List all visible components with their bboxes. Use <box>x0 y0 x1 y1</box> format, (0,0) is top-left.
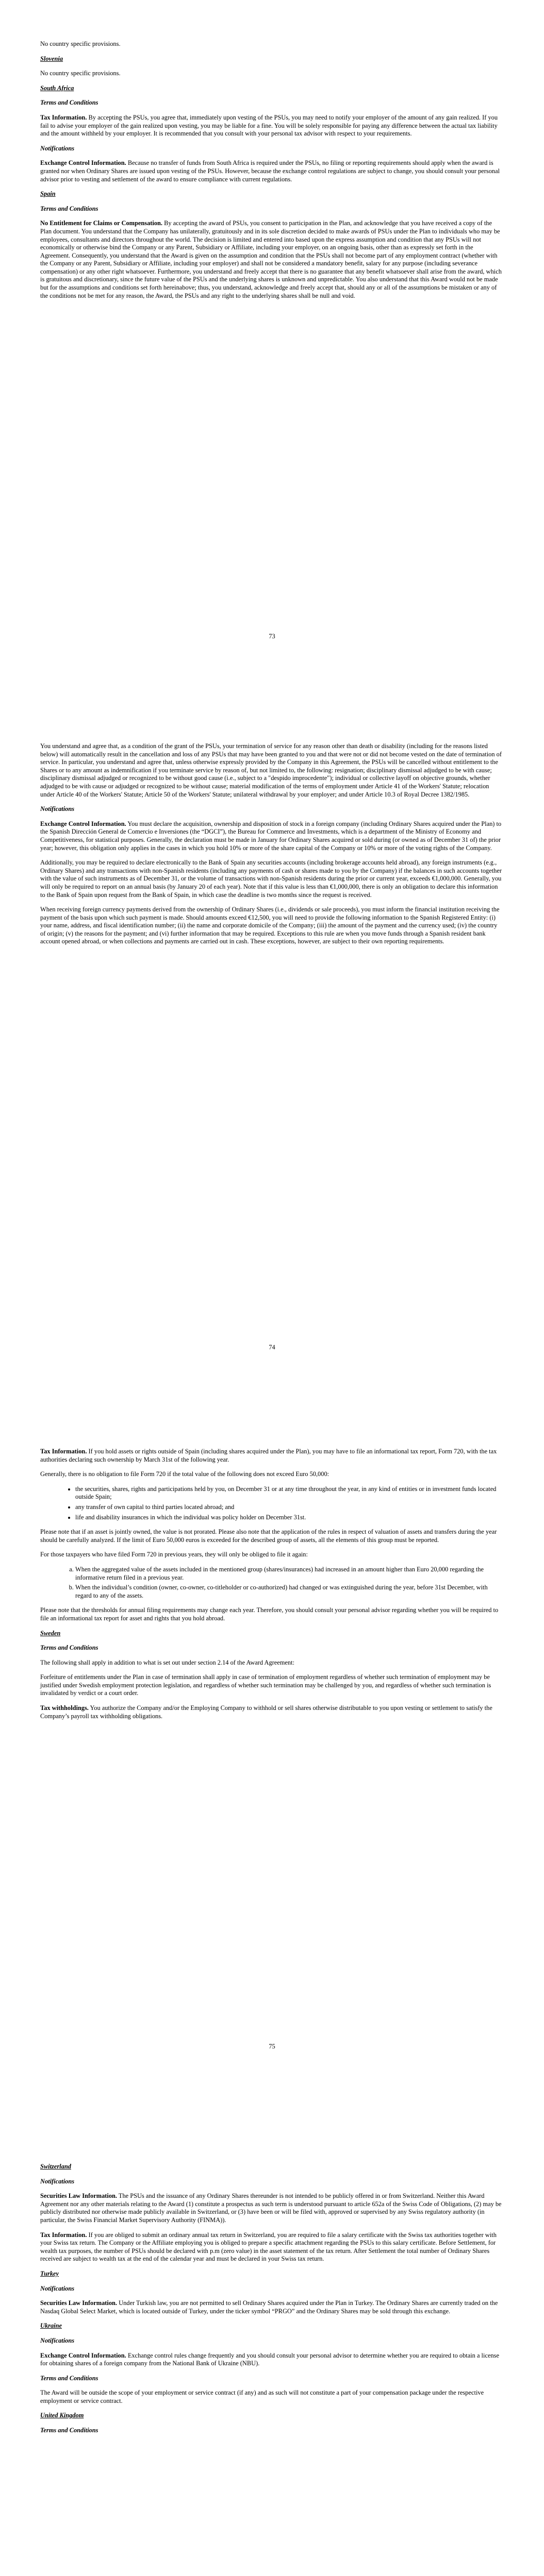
paragraph: No country specific provisions. <box>40 70 121 77</box>
paragraph: Please note that if an asset is jointly owned, the value is not prorated. Please also note that the application of the rules in respect of valuation of assets and transfers during the year should be carefully analyzed. If the limit of Euro 50,000 euros is exceeded for the described group of assets, all the elements of this group must be reported. <box>40 1528 497 1544</box>
list-item: a. When the aggregated value of the assets included in the mentioned group (shares/insurances) had increased in an amount higher than Euro 20,000 regarding the informative return filed in a previous year. <box>75 1566 502 1582</box>
section-subheading: Notifications <box>40 2336 75 2344</box>
paragraph <box>40 1704 502 1720</box>
paragraph: Additionally, you may be required to declare electronically to the Bank of Spain any securities accounts (including brokerage accounts held abroad), any foreign instruments (e.g., Ordinary Shares) and any transactions with non-Spanish residents (including any payments of cash or shares made to you by the Company) if the balances in such accounts together with the value of such instruments as of December 31, or the volume of transactions with non-Spanish residents during the prior or current year, exceeds €1,000,000. Generally, you will only be required to report on an annual basis (by January 20 of each year). Note that if this value is less than €1,000,000, there is only an obligation to declare this information to the Bank of Spain upon request from the Bank of Spain, in which case the deadline is two months since the request is received. <box>40 859 502 899</box>
section-subheading: Terms and Conditions <box>40 205 98 212</box>
paragraph-lead: Securities Law Information. <box>40 2299 118 2307</box>
page-74 <box>0 703 544 1406</box>
page-number: 73 <box>269 633 275 640</box>
page-number: 75 <box>269 2043 275 2050</box>
paragraph: For those taxpayers who have filed Form 720 in previous years, they will only be obliged to file it again: <box>40 1551 308 1558</box>
page-content <box>40 742 502 953</box>
paragraph-text: The PSUs and the issuance of any Ordinary Shares thereunder is not intended to be publicly offered in or from Switzerland. Neither this Award Agreement nor any other materials relating to the Award (1) constitute a prospectus as such term is understood pursuant to article 652a of the Swiss Code of Obligations, (2) may be publicly distributed nor otherwise made publicly available in Switzerland, or (3) have been or will be filed with, approved or supervised by any Swiss regulatory authority (in particular, the Swiss Financial Market Supervisory Authority (FINMA)). <box>40 2192 502 2224</box>
paragraph <box>40 2299 502 2315</box>
country-heading: Switzerland <box>40 2163 71 2170</box>
paragraph <box>40 114 502 138</box>
section-subheading: Notifications <box>40 2284 75 2292</box>
paragraph <box>40 820 502 852</box>
section-subheading: Notifications <box>40 144 75 152</box>
country-heading: Ukraine <box>40 2322 62 2330</box>
paragraph-lead: No Entitlement for Claims or Compensation. <box>40 219 163 227</box>
section-subheading: Terms and Conditions <box>40 2374 98 2382</box>
paragraph-lead: Exchange Control Information. <box>40 159 126 167</box>
page-content <box>40 2156 502 2442</box>
section-subheading: Terms and Conditions <box>40 1644 98 1652</box>
paragraph-text: Exchange control rules change frequently and you should consult your personal advisor to determine whether you are required to obtain a license for obtaining shares of a foreign company from the National Bank of Ukraine (NBU). <box>40 2351 499 2367</box>
paragraph-lead: Tax Information. <box>40 1448 87 1455</box>
page-content <box>40 40 502 307</box>
paragraph-text: Under Turkish law, you are not permitted to sell Ordinary Shares acquired under the Plan in Turkey. The Ordinary Shares are currently traded on the Nasdaq Global Select Market, which is located outside of Turkey, under the ticker symbol “PRGO” and the Ordinary Shares may be sold through this exchange. <box>40 2299 498 2315</box>
page-73 <box>0 0 544 703</box>
paragraph-lead: Securities Law Information. <box>40 2192 118 2200</box>
paragraph: Forfeiture of entitlements under the Plan in case of termination shall apply in case of termination of employment regardless of whether such termination of employment may be justified under Swedish employment protection legislation, and regardless of whether such termination may be challenged by you, and regardless of whether such termination is invalidated by verdict or a court order. <box>40 1673 491 1697</box>
paragraph <box>40 2352 502 2368</box>
country-heading: Sweden <box>40 1629 61 1637</box>
page-number: 74 <box>269 1344 275 1351</box>
paragraph-lead: Tax withholdings. <box>40 1704 89 1712</box>
paragraph-text: Because no transfer of funds from South Africa is required under the PSUs, no filing or reporting requirements should apply when the award is granted nor when Ordinary Shares are issued upon vesting of the PSUs. However, because the exchange control regulations are subject to change, you should consult your personal advisor prior to vesting and settlement of the award to ensure compliance with current regulations. <box>40 159 500 183</box>
page-75 <box>0 1406 544 2110</box>
paragraph: No country specific provisions. <box>40 40 121 47</box>
paragraph: The following shall apply in addition to what is set out under section 2.14 of the Award Agreement: <box>40 1658 295 1666</box>
section-subheading: Notifications <box>40 2177 75 2185</box>
paragraph-text: You authorize the Company and/or the Employing Company to withhold or sell shares otherwise distributable to you upon vesting or settlement to satisfy the Company’s payroll tax withholding obligations. <box>40 1704 492 1720</box>
paragraph-text: If you hold assets or rights outside of Spain (including shares acquired under the Plan), you may have to file an informational tax report, Form 720, with the tax authorities declaring such ownership by March 31st of the following year. <box>40 1448 497 1463</box>
list-item: • the securities, shares, rights and participations held by you, on December 31 or at any time throughout the year, in any kind of entities or in investment funds located outside Spain; <box>75 1485 502 1501</box>
paragraph-text: By accepting the award of PSUs, you consent to participation in the Plan, and acknowledge that you have received a copy of the Plan document. You understand that the Company has unilaterally, gratuitously and in its sole discretion decided to make awards of PSUs under the Plan to individuals who may be employees, consultants and directors throughout the world. The decision is limited and entered into based upon the express assumption and condition that any PSUs will not economically or otherwise bind the Company or any Parent, Subsidiary or Affiliate, including your employer, on an ongoing basis, other than as expressly set forth in the Agreement. Consequently, you understand that the Award is given on the assumption and condition that the PSUs shall not become part of any employment contract (whether with the Company or any Parent, Subsidiary or Affiliate, including your employer) and shall not be considered a mandatory benefit, salary for any purpose (including severance compensation) or any other right whatsoever. Furthermore, you understand and freely accept that there is no guarantee that any benefit whatsoever shall arise from the award, which is gratuitous and discretionary, since the future value of the PSUs and the underlying shares is unknown and unpredictable. You also understand that this Award would not be made but for the assumptions and conditions set forth hereinabove; thus, you understand, acknowledge and freely accept that, should any or all of the assumptions be mistaken or any of the conditions not be met for any reason, the Award, the PSUs and any right to the underlying shares shall be null and void. <box>40 219 502 299</box>
country-heading: South Africa <box>40 84 74 92</box>
paragraph-lead: Exchange Control Information. <box>40 2351 126 2359</box>
country-heading: Spain <box>40 190 56 198</box>
list-item: • any transfer of own capital to third parties located abroad; and <box>75 1503 502 1512</box>
paragraph <box>40 2192 502 2224</box>
paragraph-lead: Tax Information. <box>40 113 87 121</box>
paragraph <box>40 219 502 300</box>
paragraph <box>40 159 502 183</box>
paragraph: You understand and agree that, as a condition of the grant of the PSUs, your termination of service for any reason other than death or disability (including for the reasons listed below) will automatically result in the cancellation and loss of any PSUs that may have been granted to you and that were not or did not become vested on the date of termination of service. In particular, you understand and agree that, unless otherwise expressly provided by the Company in this Agreement, the PSUs will be cancelled without entitlement to the Shares or to any amount as indemnification if you terminate service by reason of, but not limited to, the following: resignation; disciplinary dismissal adjudged to be with cause; disciplinary dismissal adjudged or recognized to be without good cause (i.e., subject to a "despido improcedente"); individual or collective layoff on objective grounds, whether adjudged to be with cause or adjudged or recognized to be without cause; material modification of the terms of employment under Article 41 of the Workers' Statute; relocation under Article 40 of the Workers' Statute; Article 50 of the Workers' Statute; unilateral withdrawal by your employer; and under Article 10.3 of Royal Decree 1382/1985. <box>40 742 502 798</box>
paragraph-text: By accepting the PSUs, you agree that, immediately upon vesting of the PSUs, you may need to notify your employer of the amount of any gain realized. If you fail to advise your employer of the gain realized upon vesting, you may be liable for a fine. You will be solely responsible for paying any difference between the actual tax liability and the amount withheld by your employer. It is recommended that you consult with your personal tax advisor with respect to your requirements. <box>40 113 498 138</box>
country-heading: Slovenia <box>40 55 63 62</box>
paragraph: When receiving foreign currency payments derived from the ownership of Ordinary Shares (i.e., dividends or sale proceeds), you must inform the financial institution receiving the payment of the basis upon which such payment is made. Should amounts exceed €12,500, you will need to provide the following information to the Spanish Registered Entity: (i) your name, address, and fiscal identification number; (ii) the name and corporate domicile of the Company; (iii) the amount of the payment and the currency used; (iv) the country of origin; (v) the reasons for the payment; and (vi) further information that may be required. Exceptions to this rule are when you move funds through a Spanish resident bank account opened abroad, or when collections and payments are carried out in cash. These exceptions, however, are subject to their own reporting requirements. <box>40 906 500 945</box>
list-item: • life and disability insurances in which the individual was policy holder on December 31st. <box>75 1514 502 1522</box>
paragraph: The Award will be outside the scope of your employment or service contract (if any) and as such will not constitute a part of your compensation package under the respective employment or service contract. <box>40 2389 484 2404</box>
paragraph-lead: Tax Information. <box>40 2231 87 2239</box>
lettered-list <box>40 1566 502 1600</box>
list-item: b. When the individual’s condition (owner, co-owner, co-titleholder or co-authorized) had changed or was extinguished during the year, before 31st December, with regard to any of the assets. <box>75 1584 502 1600</box>
bullet-list <box>40 1485 502 1521</box>
country-heading: United Kingdom <box>40 2412 84 2419</box>
section-subheading: Terms and Conditions <box>40 99 98 107</box>
section-subheading: Notifications <box>40 805 75 813</box>
paragraph: Generally, there is no obligation to file Form 720 if the total value of the following does not exceed Euro 50,000: <box>40 1470 329 1478</box>
paragraph-text: You must declare the acquisition, ownership and disposition of stock in a foreign company (including Ordinary Shares acquired under the Plan) to the Spanish Dirección General de Comercio e Inversiones (the “DGCI”), the Bureau for Commerce and Investments, which is a department of the Ministry of Economy and Competitiveness, for statistical purposes. Generally, the declaration must be made in January for Ordinary Shares acquired or sold during (or owned as of December 31 of) the prior year; however, this obligation only applies in the cases in which you hold 10% or more of the share capital of the Company or 10% or more of the voting rights of the Company. <box>40 820 502 852</box>
paragraph <box>40 2231 502 2263</box>
section-subheading: Terms and Conditions <box>40 2427 98 2434</box>
paragraph: Please note that the thresholds for annual filing requirements may change each year. Therefore, you should consult your personal advisor regarding whether you will be required to file an informational tax report for asset and rights that you hold abroad. <box>40 1606 499 1622</box>
country-heading: Turkey <box>40 2269 59 2277</box>
page-content <box>40 1448 502 1727</box>
paragraph-lead: Exchange Control Information. <box>40 820 126 827</box>
paragraph <box>40 1448 502 1464</box>
page-76 <box>0 2110 544 2576</box>
paragraph-text: If you are obliged to submit an ordinary annual tax return in Switzerland, you are required to file a salary certificate with the Swiss tax authorities together with your Swiss tax return. The Company or the Affiliate employing you is obliged to prepare a specific attachment regarding the PSUs to this salary certificate. Before Settlement, for wealth tax purposes, the number of PSUs should be declared with p.m (zero value) in the asset statement of the tax return. After Settlement the total number of Ordinary Shares received are subject to wealth tax at the end of the calendar year and must be declared in your Swiss tax return. <box>40 2231 497 2263</box>
